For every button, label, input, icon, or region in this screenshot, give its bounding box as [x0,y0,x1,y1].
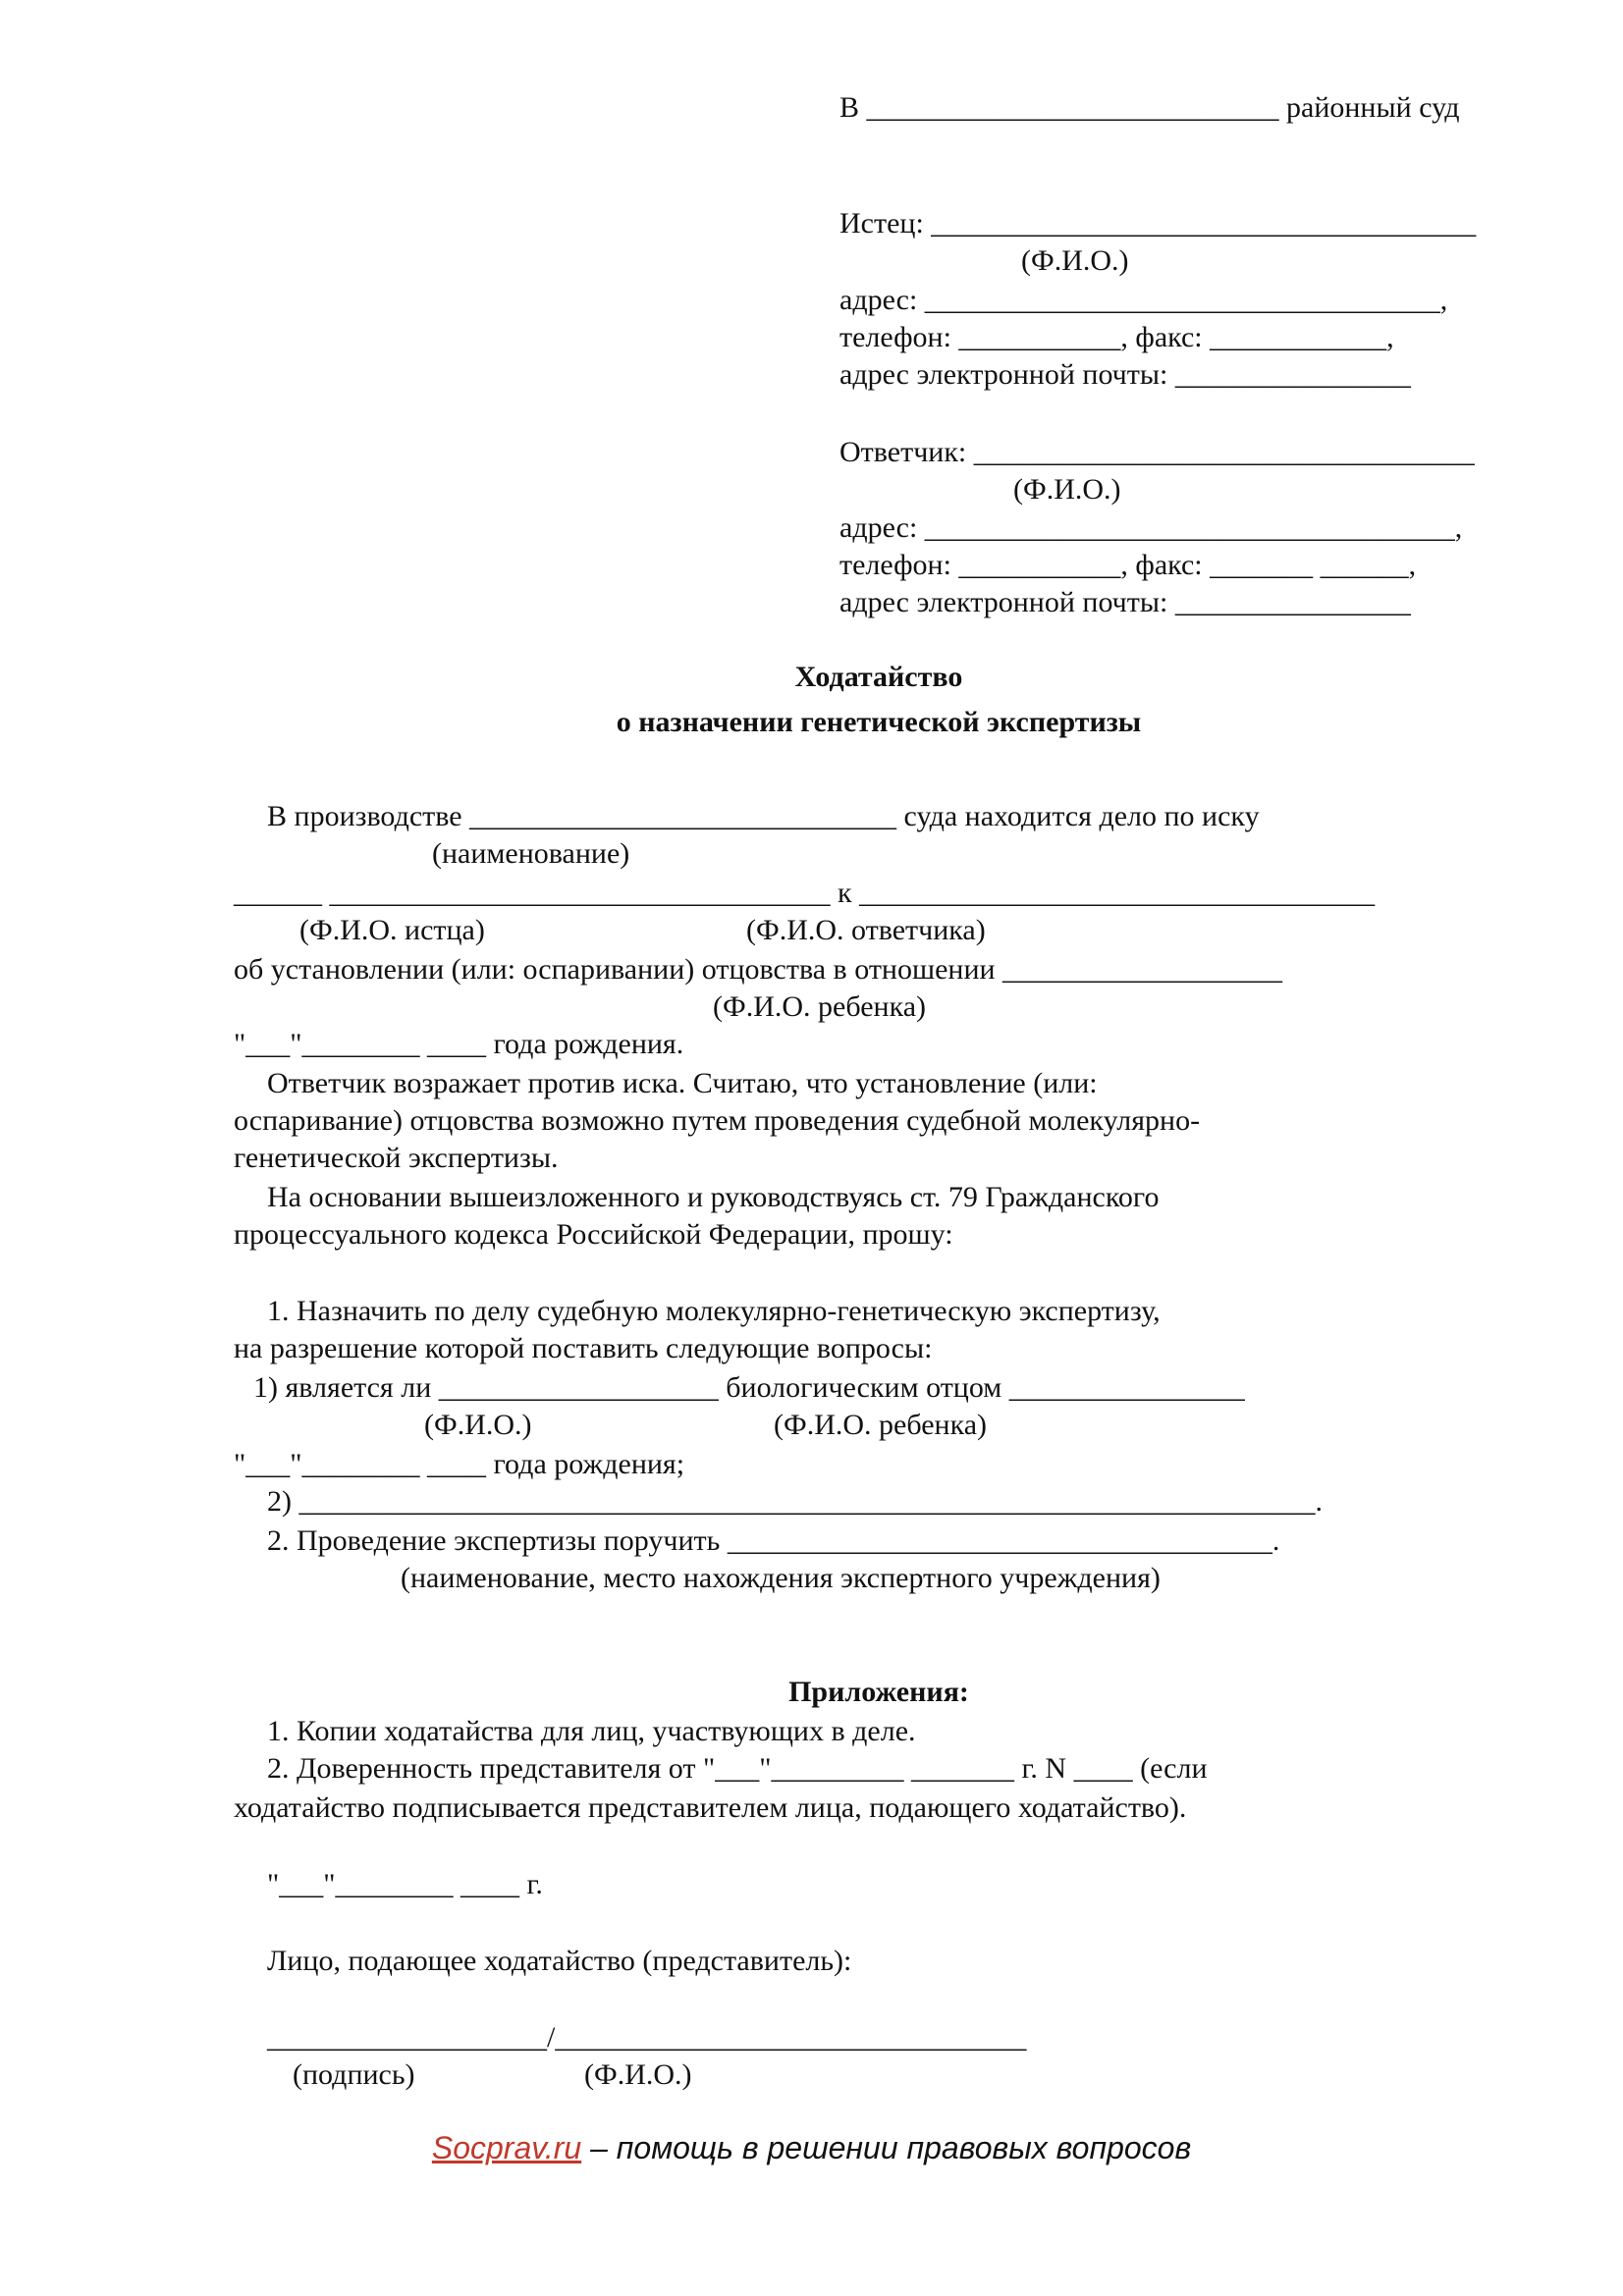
footer-site-link[interactable]: Socprav.ru [431,2130,582,2165]
body-line: "___"________ ____ года рождения; [234,1448,685,1480]
caption-defendant: (Ф.И.О. ответчика) [746,914,986,946]
defendant-phone: телефон: ___________, факс: _______ ______, [839,549,1417,581]
body-line: на разрешение которой поставить следующие вопросы: [234,1332,933,1364]
body-line: На основании вышеизложенного и руководствуясь ст. 79 Гражданского [267,1181,1160,1213]
attachment-item: 2. Доверенность представителя от "___"_________ _______ г. N ____ (если [267,1752,1208,1785]
body-line: генетической экспертизы. [234,1142,559,1174]
attachment-item: 1. Копии ходатайства для лиц, участвующих в деле. [267,1715,916,1747]
caption-fio: (Ф.И.О.) [424,1409,532,1441]
defendant-line: Ответчик: __________________________________ [839,436,1475,468]
body-line: В производстве _____________________________ суда находится дело по иску [267,800,1260,832]
caption-child: (Ф.И.О. ребенка) [713,990,927,1023]
body-line: об установлении (или: оспаривании) отцовства в отношении ___________________ [234,953,1283,986]
court-line: В ____________________________ районный суд [839,91,1460,124]
plaintiff-fio-label: (Ф.И.О.) [1021,244,1129,277]
request-item: 2. Проведение экспертизы поручить _____________________________________. [267,1524,1280,1557]
caption-child: (Ф.И.О. ребенка) [774,1409,988,1441]
caption-fio: (Ф.И.О.) [584,2058,692,2091]
plaintiff-email: адрес электронной почты: ________________ [839,358,1411,391]
caption-plaintiff: (Ф.И.О. истца) [299,914,485,946]
body-line: процессуального кодекса Российской Федерации, прошу: [234,1218,953,1251]
signatory-label: Лицо, подающее ходатайство (представитель): [267,1945,852,1977]
caption-expert-institution: (наименование, место нахождения экспертного учреждения) [401,1562,1161,1594]
caption-signature: (подпись) [293,2058,415,2091]
request-item: 1. Назначить по делу судебную молекулярно-генетическую экспертизу, [267,1295,1161,1327]
plaintiff-address: адрес: ___________________________________, [839,284,1448,316]
body-line: оспаривание) отцовства возможно путем проведения судебной молекулярно- [234,1104,1201,1137]
signature-date: "___"________ ____ г. [267,1868,543,1900]
caption-court-name: (наименование) [432,837,630,870]
attachments-title: Приложения: [788,1676,969,1708]
attachment-item: ходатайство подписывается представителем лица, подающего ходатайство). [234,1791,1187,1824]
body-line: "___"________ ____ года рождения. [234,1028,684,1060]
body-line: ______ __________________________________ к ___________________________________ [234,877,1376,909]
plaintiff-line: Истец: _____________________________________ [839,207,1477,240]
defendant-fio-label: (Ф.И.О.) [1013,473,1121,506]
document-title: Ходатайство [794,661,963,693]
document-subtitle: о назначении генетической экспертизы [616,706,1142,738]
footer-tagline: – помощь в решении правовых вопросов [581,2130,1192,2165]
defendant-address: адрес: ____________________________________, [839,511,1463,544]
body-line: Ответчик возражает против иска. Считаю, что установление (или: [267,1067,1098,1099]
footer [0,2130,1623,2166]
question-item: 1) является ли ___________________ биологическим отцом ________________ [253,1371,1245,1404]
signature-line: ___________________/________________________________ [267,2021,1027,2054]
plaintiff-phone: телефон: ___________, факс: ____________, [839,321,1394,353]
defendant-email: адрес электронной почты: ________________ [839,586,1411,618]
question-item: 2) _____________________________________________________________________. [267,1485,1323,1518]
